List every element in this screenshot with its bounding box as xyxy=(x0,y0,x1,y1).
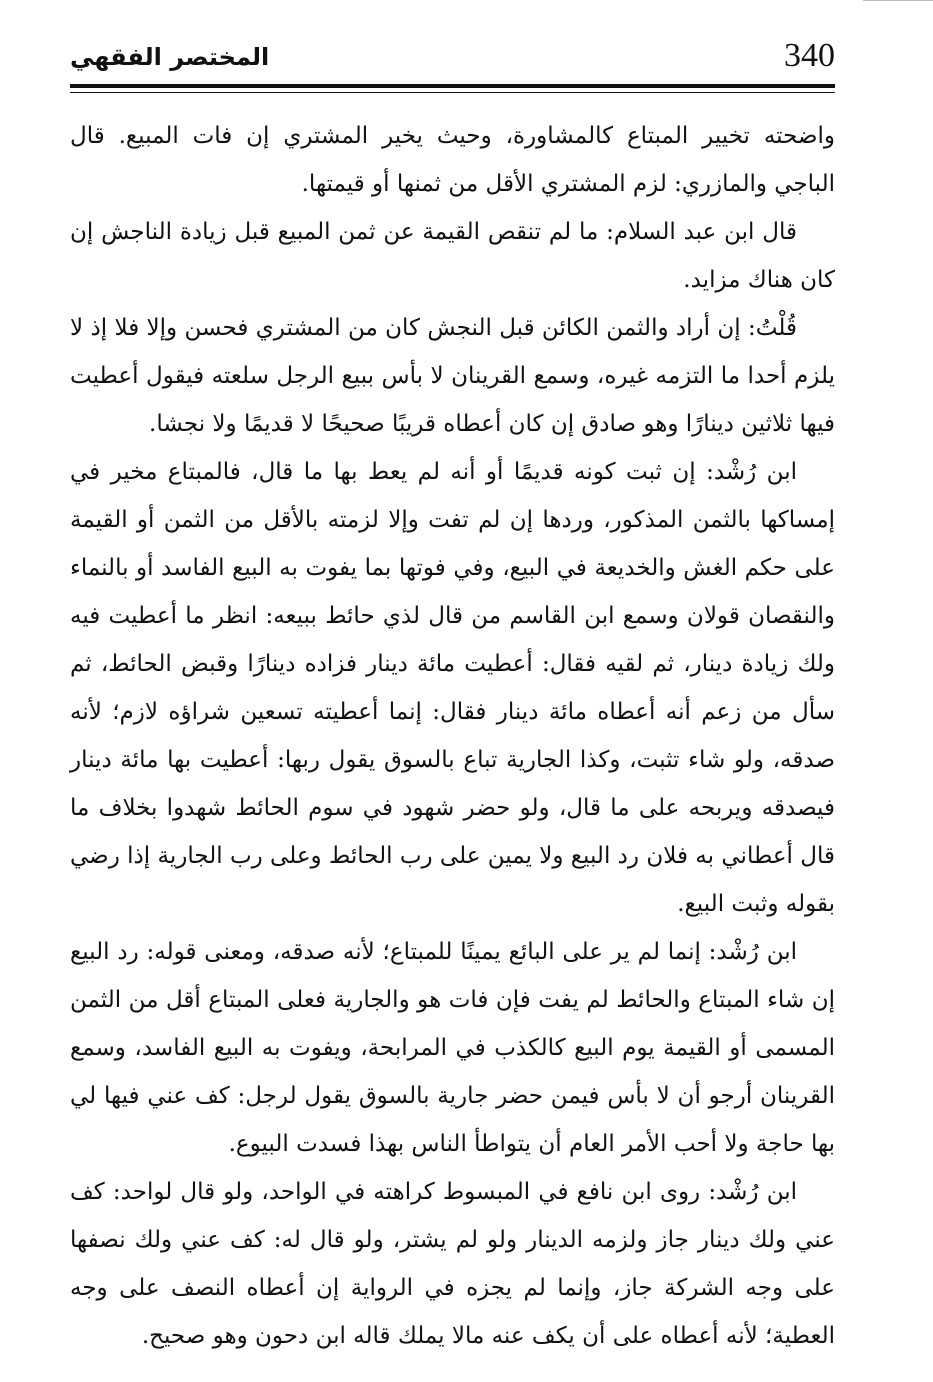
paragraph-4: ابن رُشْد: إن ثبت كونه قديمًا أو أنه لم يعط بها ما قال، فالمبتاع مخير في إمساكها بالثمن المذكور، وردها إن لم تفت وإلا لزمته بالأقل من الثمن أو القيمة على حكم الغش والخديعة في البيع، وفي فوتها بما يفوت به البيع الفاسد أو بالنماء والنقصان قولان وسمع ابن القاسم من قال لذي حائط ببيعه: انظر ما أعطيت فيه ولك زيادة دينار، ثم لقيه فقال: أعطيت مائة دينار فزاده دينارًا وقبض الحائط، ثم سأل من زعم أنه أعطاه مائة دينار فقال: إنما أعطيته تسعين شراؤه لازم؛ لأنه صدقه، ولو شاء تثبت، وكذا الجارية تباع بالسوق يقول ربها: أعطيت بها مائة دينار فيصدقه ويربحه على ما قال، ولو حضر شهود في سوم الحائط شهدوا بخلاف ما قال أعطاني به فلان رد البيع ولا يمين على رب الحائط وعلى رب الجارية إذا رضي بقوله وثبت البيع. xyxy=(70,459,835,917)
body-text xyxy=(70,112,835,1360)
header-rule-thick xyxy=(70,84,835,88)
paragraph-2: قال ابن عبد السلام: ما لم تنقص القيمة عن ثمن المبيع قبل زيادة الناجش إن كان هناك مزايد. xyxy=(70,219,835,293)
paragraph-5: ابن رُشْد: إنما لم ير على البائع يمينًا للمبتاع؛ لأنه صدقه، ومعنى قوله: رد البيع إن شاء المبتاع والحائط لم يفت فإن فات هو والجارية فعلى المبتاع أقل من الثمن المسمى أو القيمة يوم البيع كالكذب في المرابحة، ويفوت به البيع الفاسد، وسمع القرينان أرجو أن لا بأس فيمن حضر جارية بالسوق يقول لرجل: كف عني فيها لي بها حاجة ولا أحب الأمر العام أن يتواطأ الناس بهذا فسدت البيوع. xyxy=(70,939,835,1157)
paragraph-1: واضحته تخيير المبتاع كالمشاورة، وحيث يخير المشتري إن فات المبيع. قال الباجي والمازري: لزم المشتري الأقل من ثمنها أو قيمتها. xyxy=(70,123,835,197)
page-number: 340 xyxy=(784,37,835,74)
header-rule-thin xyxy=(70,92,835,93)
paragraph-6: ابن رُشْد: روى ابن نافع في المبسوط كراهته في الواحد، ولو قال لواحد: كف عني ولك دينار جاز ولزمه الدينار ولو لم يشتر، ولو قال له: كف عني ولك نصفها على وجه الشركة جاز، وإنما لم يجزه في الرواية إن أعطاه النصف على وجه العطية؛ لأنه أعطاه على أن يكف عنه مالا يملك قاله ابن دحون وهو صحيح. xyxy=(70,1179,835,1349)
page-header xyxy=(70,36,835,80)
running-title: المختصر الفقهي xyxy=(70,43,270,71)
paragraph-3: قُلْتُ: إن أراد والثمن الكائن قبل النجش كان من المشتري فحسن وإلا فلا إذ لا يلزم أحدا ما التزمه غيره، وسمع القرينان لا بأس ببيع الرجل سلعته فيقول أعطيت فيها ثلاثين دينارًا وهو صادق إن كان أعطاه قريبًا صحيحًا لا قديمًا ولا نجشا. xyxy=(70,315,835,437)
scan-edge-line xyxy=(863,0,933,1)
